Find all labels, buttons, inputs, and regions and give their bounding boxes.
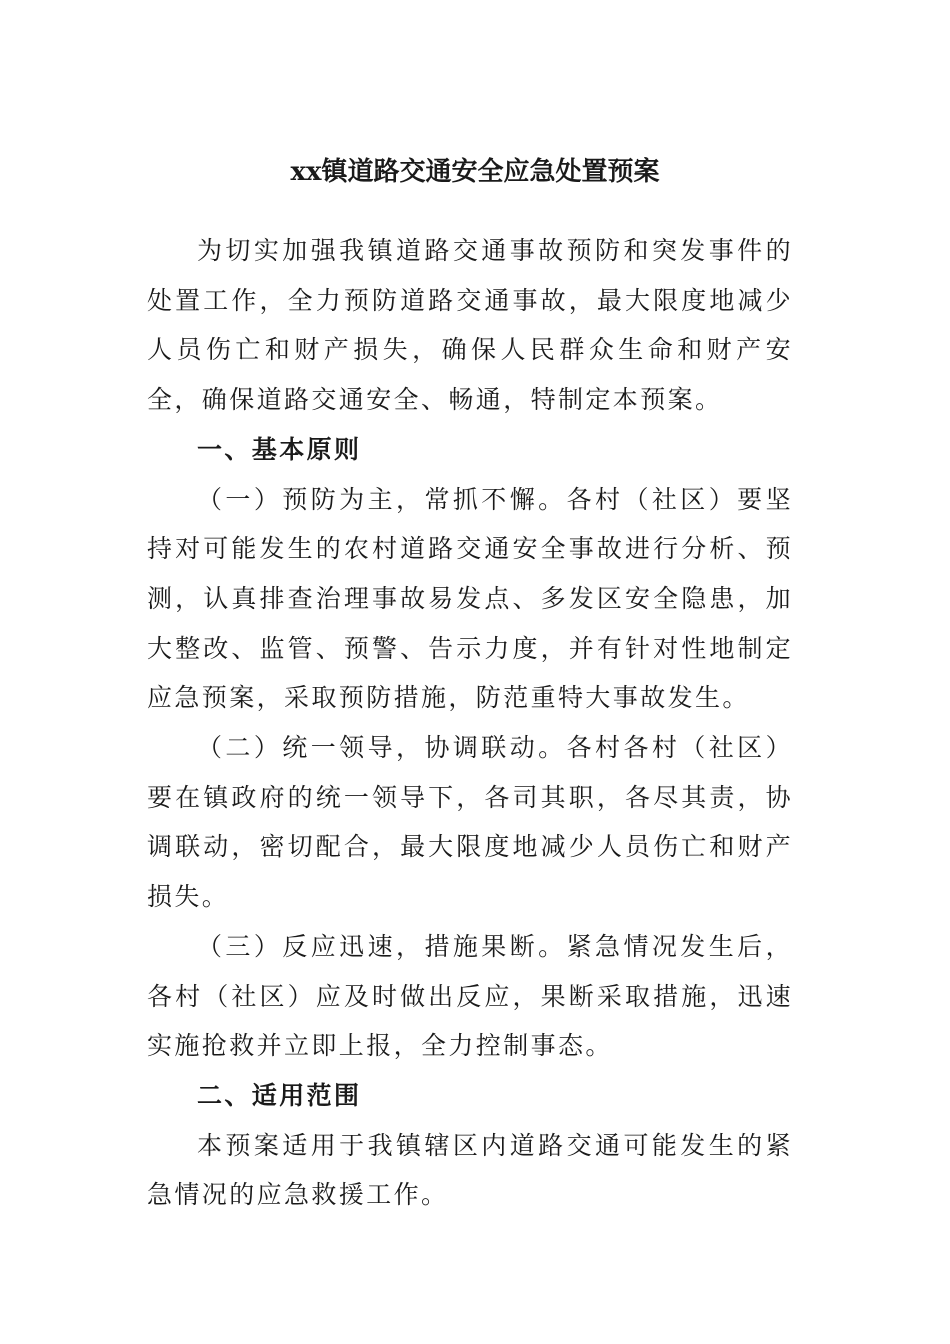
- section-heading-scope: 二、适用范围: [197, 1080, 362, 1110]
- section-heading-principles: 一、基本原则: [197, 434, 362, 464]
- document-title: xx镇道路交通安全应急处置预案: [290, 157, 660, 187]
- principle-paragraph-2: （二）统一领导，协调联动。各村各村（社区）要在镇政府的统一领导下，各司其职，各尽其责，协调联动，密切配合，最大限度地减少人员伤亡和财产损失。: [147, 733, 793, 912]
- document-body: [147, 226, 793, 1220]
- scope-paragraph: 本预案适用于我镇辖区内道路交通可能发生的紧急情况的应急救援工作。: [147, 1130, 793, 1210]
- intro-paragraph: 为切实加强我镇道路交通事故预防和突发事件的处置工作，全力预防道路交通事故，最大限度地减少人员伤亡和财产损失，确保人民群众生命和财产安全，确保道路交通安全、畅通，特制定本预案。: [147, 236, 793, 415]
- principle-paragraph-3: （三）反应迅速，措施果断。紧急情况发生后，各村（社区）应及时做出反应，果断采取措施，迅速实施抢救并立即上报，全力控制事态。: [147, 931, 793, 1061]
- principle-paragraph-1: （一）预防为主，常抓不懈。各村（社区）要坚持对可能发生的农村道路交通安全事故进行分析、预测，认真排查治理事故易发点、多发区安全隐患，加大整改、监管、预警、告示力度，并有针对性地制定应急预案，采取预防措施，防范重特大事故发生。: [147, 484, 793, 713]
